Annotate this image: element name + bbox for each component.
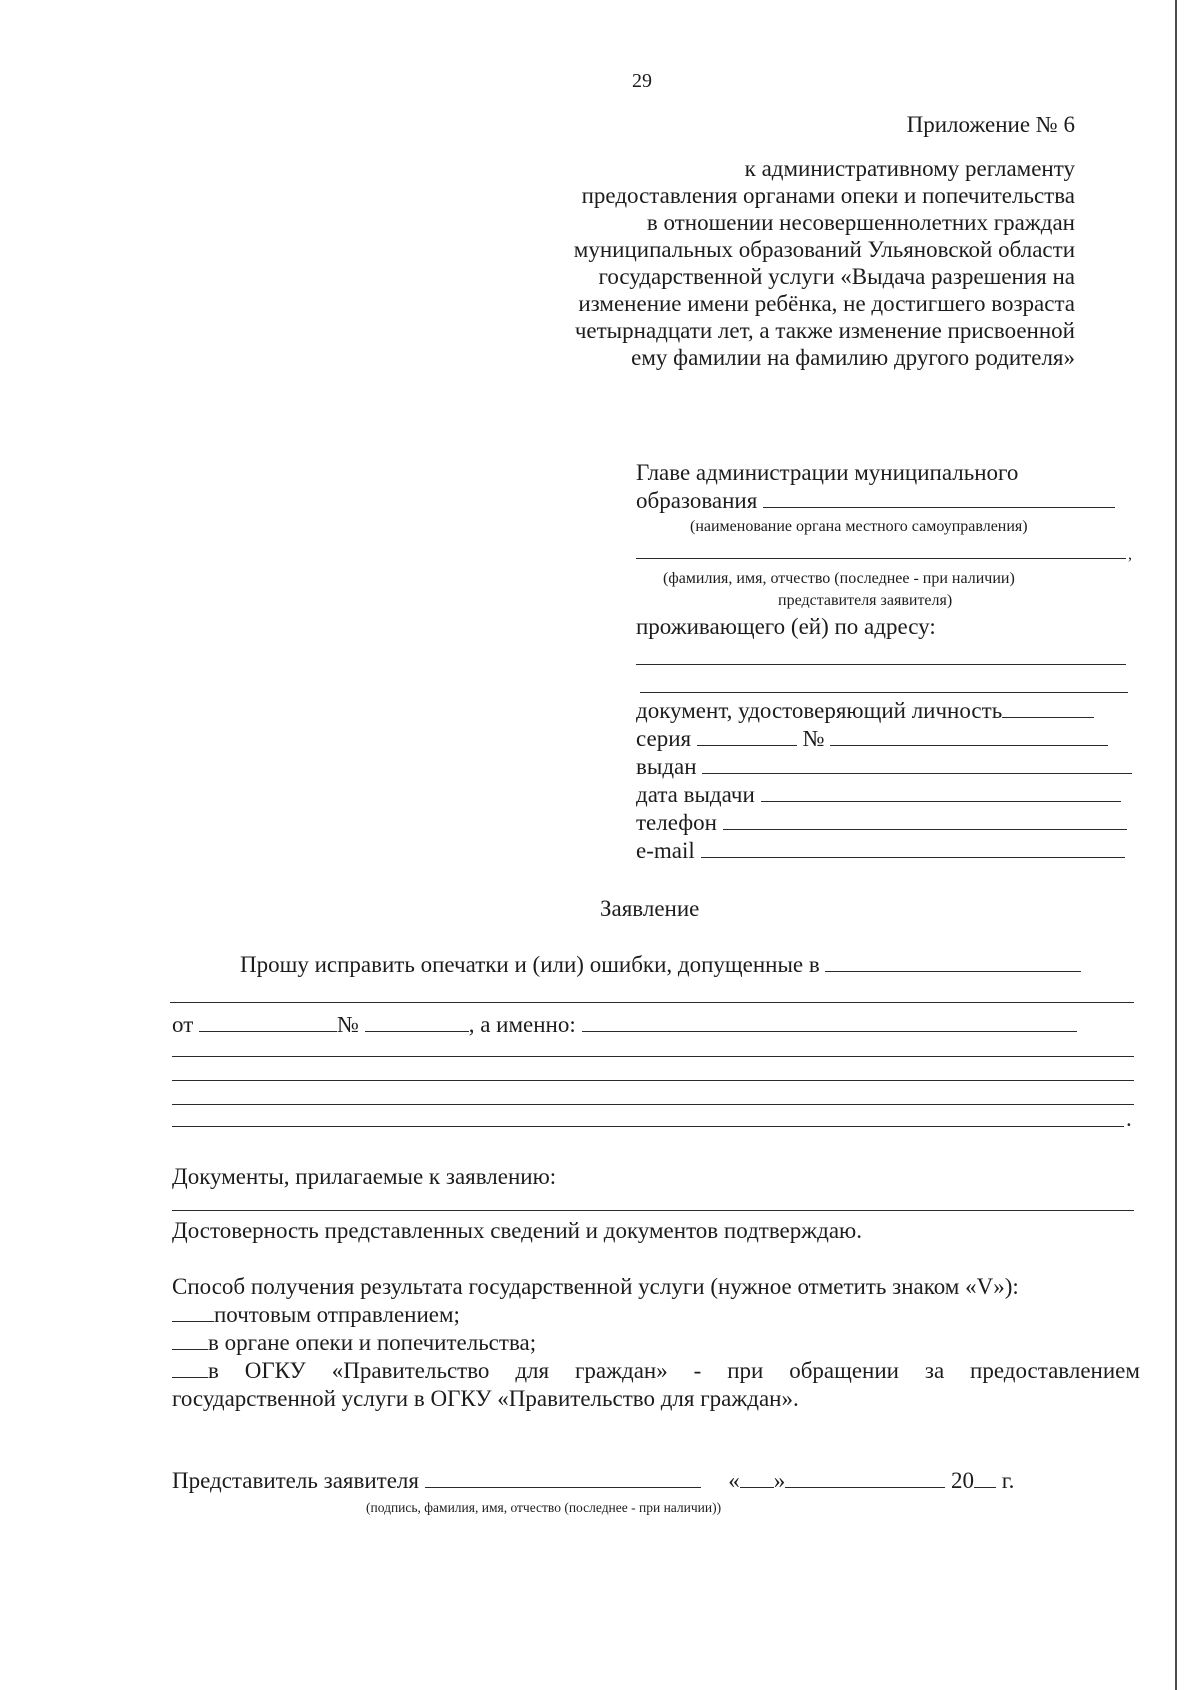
option-mail-label: почтовым отправлением;	[214, 1302, 460, 1327]
scan-edge-line	[1175, 0, 1177, 1690]
option-mail-checkbox[interactable]	[172, 1320, 214, 1322]
phone-label: телефон	[636, 810, 717, 835]
signature-hint: (подпись, фамилия, имя, отчество (последнее - при наличии))	[366, 1500, 722, 1515]
namely-field[interactable]	[582, 1030, 1077, 1032]
option-ogku-word: при	[727, 1358, 764, 1383]
option-ogku	[172, 1358, 1140, 1384]
org-name-field[interactable]	[763, 506, 1115, 508]
id-document-row	[636, 698, 1094, 724]
issued-label: выдан	[636, 754, 697, 779]
option-ogku-line2: государственной услуги в ОГКУ «Правительство для граждан».	[172, 1386, 799, 1411]
option-ogku-word: граждан»	[574, 1358, 668, 1383]
option-ogku-checkbox[interactable]	[172, 1376, 208, 1378]
address-field-2[interactable]	[640, 692, 1128, 693]
date-quote-close: »	[773, 1468, 786, 1493]
from-row	[172, 1012, 1077, 1038]
document-page: 29 Приложение № 6 к административному регламенту предоставления органами опеки и попечительства в отношении несовершеннолетних граждан муниципальных образований Ульяновской области государственной услуги «Выдача разрешения на изменение имени ребёнка, не достигшего возраста четырнадцати лет, а также изменение присвоенной ему фамилии на фамилию другого родителя» Главе администрации муниципального образования (наименование органа местного самоуправления) , (фамилия, имя, отчество (последнее - при наличии) представителя заявителя) проживающего (ей) по адресу: документ, удостоверяющий личность серия № выдан дата выдачи телефон e-mail Заявление Прошу исправить опечатки и (или) ошибки, допущенные в от № , а именно: . Документы, прилагаемые к заявлению: Достоверность представленных сведений и документов подтверждаю. Способ получения результата государственной услуги (нужное отметить знаком «V»): почтовым отправлением; в органе опеки и попечительства; в ОГКУ «Правительство для граждан» - при обращении за предоставлением государственной услуги в ОГКУ «Правительство для граждан». Представитель заявителя « » 20 г. (подпись, фамилия, имя, отчество (последнее - при наличии))	[0, 0, 1200, 1690]
request-doc-field[interactable]	[825, 970, 1081, 972]
page-number: 29	[632, 70, 652, 92]
request-doc-field-cont[interactable]	[170, 1002, 1134, 1003]
org-name-hint: (наименование органа местного самоуправления)	[690, 518, 1028, 535]
date-year-suffix: г.	[1001, 1468, 1015, 1493]
confirm-text: Достоверность представленных сведений и документов подтверждаю.	[172, 1218, 862, 1243]
method-title: Способ получения результата государственной услуги (нужное отметить знаком «V»):	[172, 1274, 1019, 1299]
email-field[interactable]	[701, 856, 1125, 858]
doc-number-label: №	[337, 1012, 359, 1037]
appendix-subtitle-line: муниципальных образований Ульяновской области	[573, 237, 1075, 262]
issue-date-label: дата выдачи	[636, 782, 755, 807]
signature-field[interactable]	[425, 1486, 701, 1488]
number-label: №	[802, 726, 825, 751]
appendix-subtitle-line: к административному регламенту	[744, 156, 1075, 181]
date-year-field[interactable]	[974, 1486, 996, 1488]
option-guardianship	[172, 1330, 536, 1356]
from-date-field[interactable]	[199, 1030, 337, 1032]
option-mail	[172, 1302, 460, 1328]
appendix-subtitle-line: государственной услуги «Выдача разрешения на	[598, 264, 1075, 289]
appendix-subtitle-line: предоставления органами опеки и попечительства	[581, 183, 1075, 208]
address-field-1[interactable]	[636, 664, 1126, 665]
request-text: Прошу исправить опечатки и (или) ошибки, допущенные в	[240, 952, 820, 977]
option-guardianship-checkbox[interactable]	[172, 1348, 208, 1350]
issue-date-row	[636, 782, 1121, 808]
address-label: проживающего (ей) по адресу:	[636, 614, 936, 639]
signature-label: Представитель заявителя	[172, 1468, 419, 1493]
option-ogku-word: «Правительство	[331, 1358, 490, 1383]
statement-title: Заявление	[600, 896, 700, 921]
option-guardianship-label: в органе опеки и попечительства;	[208, 1330, 537, 1355]
appendix-subtitle-line: в отношении несовершеннолетних граждан	[646, 210, 1075, 235]
appendix-subtitle-line: изменение имени ребёнка, не достигшего возраста	[578, 291, 1075, 316]
appendix-subtitle-line: ему фамилии на фамилию другого родителя»	[631, 345, 1075, 370]
id-document-field[interactable]	[1002, 716, 1094, 718]
appendix-title: Приложение № 6	[906, 112, 1075, 137]
signature-row	[172, 1468, 1014, 1494]
addressee-org-row	[636, 488, 1115, 514]
option-ogku-word: для	[515, 1358, 550, 1383]
option-ogku-word: за	[924, 1358, 945, 1383]
date-day-field[interactable]	[740, 1486, 774, 1488]
phone-row	[636, 810, 1127, 836]
from-label: от	[172, 1012, 194, 1037]
applicant-name-hint-1: (фамилия, имя, отчество (последнее - при наличии)	[663, 570, 1015, 587]
details-line-2[interactable]	[172, 1080, 1134, 1081]
option-ogku-word: обращении	[789, 1358, 899, 1383]
series-number-row	[636, 726, 1108, 752]
issued-by-field[interactable]	[702, 772, 1132, 774]
email-row	[636, 838, 1125, 864]
id-document-label: документ, удостоверяющий личность	[636, 698, 1003, 723]
details-line-1[interactable]	[172, 1056, 1134, 1057]
addressee-org-label: образования	[636, 488, 758, 513]
issue-date-field[interactable]	[761, 800, 1121, 802]
email-label: e-mail	[636, 838, 695, 863]
option-ogku-word: в	[208, 1358, 219, 1383]
id-number-field[interactable]	[830, 744, 1108, 746]
issued-row	[636, 754, 1132, 780]
details-line-4[interactable]	[172, 1126, 1124, 1127]
attached-docs-label: Документы, прилагаемые к заявлению:	[172, 1164, 557, 1189]
series-field[interactable]	[697, 744, 797, 746]
doc-number-field[interactable]	[365, 1030, 469, 1032]
addressee-line1: Главе администрации муниципального	[636, 460, 1019, 485]
series-label: серия	[636, 726, 692, 751]
applicant-name-field[interactable]	[636, 558, 1126, 559]
option-ogku-word: ОГКУ	[244, 1358, 306, 1383]
appendix-subtitle-line: четырнадцати лет, а также изменение присвоенной	[574, 318, 1075, 343]
details-line-3[interactable]	[172, 1104, 1134, 1105]
attached-docs-field[interactable]	[172, 1210, 1134, 1211]
applicant-name-hint-2: представителя заявителя)	[778, 592, 953, 609]
phone-field[interactable]	[723, 828, 1127, 830]
date-quote-open: «	[728, 1468, 740, 1493]
appendix-subtitle	[515, 155, 1075, 371]
request-row	[240, 952, 1081, 978]
option-ogku-word: предоставлением	[970, 1358, 1140, 1383]
date-year-prefix: 20	[950, 1468, 974, 1493]
namely-label: , а именно:	[468, 1012, 576, 1037]
option-ogku-word: -	[693, 1358, 702, 1383]
date-month-field[interactable]	[785, 1486, 945, 1488]
